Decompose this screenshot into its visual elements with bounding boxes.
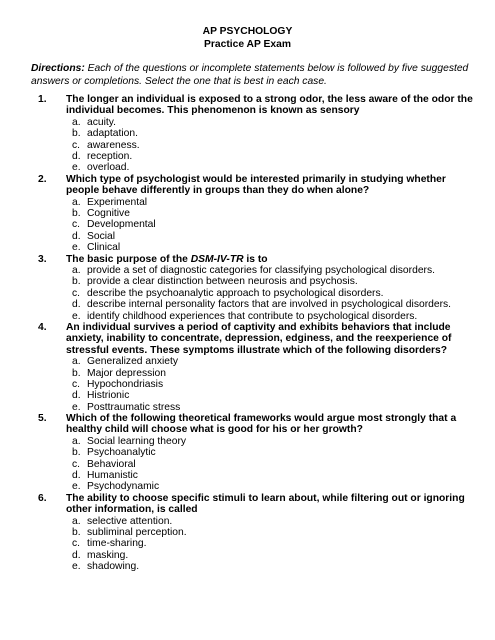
answer-letter: c.	[72, 538, 81, 550]
answer-text: Social	[87, 230, 116, 242]
answer-letter: c.	[72, 219, 81, 231]
answer-letter: e.	[72, 242, 81, 254]
answer-letter: a.	[72, 435, 81, 447]
answer-text: reception.	[87, 150, 133, 162]
answer-option[interactable]	[0, 288, 495, 299]
answer-text: masking.	[87, 549, 129, 561]
answer-option[interactable]	[0, 368, 495, 379]
answer-text: subliminal perception.	[87, 527, 187, 539]
answer-text: describe internal personality factors that are involved in psychological disorders.	[87, 299, 452, 311]
answer-letter: b.	[72, 128, 81, 140]
answer-option[interactable]	[0, 470, 495, 481]
answer-option[interactable]	[0, 197, 495, 208]
answer-option[interactable]	[0, 402, 495, 413]
answer-text: Behavioral	[87, 458, 136, 470]
answer-list	[0, 265, 495, 322]
answer-list	[0, 516, 495, 573]
answer-letter: e.	[72, 481, 81, 493]
answer-option[interactable]	[0, 516, 495, 527]
answer-letter: a.	[72, 515, 81, 527]
question-5	[0, 413, 495, 493]
answer-text: Hypochondriasis	[87, 378, 164, 390]
question-text-emphasis: DSM-IV-TR	[190, 253, 244, 265]
question-list	[0, 94, 495, 573]
question-number: 1.	[38, 94, 47, 105]
answer-letter: e.	[72, 162, 81, 174]
answer-letter: b.	[72, 527, 81, 539]
question-1	[0, 94, 495, 174]
answer-option[interactable]	[0, 436, 495, 447]
answer-letter: d.	[72, 230, 81, 242]
answer-list	[0, 436, 495, 493]
answer-option[interactable]	[0, 390, 495, 401]
answer-option[interactable]	[0, 140, 495, 151]
answer-option[interactable]	[0, 527, 495, 538]
answer-text: Clinical	[87, 242, 121, 254]
answer-option[interactable]	[0, 231, 495, 242]
exam-subtitle: Practice AP Exam	[203, 39, 291, 50]
answer-text: Histrionic	[87, 390, 130, 402]
answer-option[interactable]	[0, 151, 495, 162]
answer-text: selective attention.	[87, 515, 173, 527]
answer-option[interactable]	[0, 481, 495, 492]
answer-list	[0, 356, 495, 413]
answer-text: awareness.	[87, 139, 140, 151]
answer-letter: c.	[72, 458, 81, 470]
question-text: The ability to choose specific stimuli to learn about, while filtering out or ignoring other information, is called	[66, 492, 465, 516]
answer-option[interactable]	[0, 117, 495, 128]
answer-letter: a.	[72, 116, 81, 128]
question-2	[0, 174, 495, 254]
answer-text: provide a set of diagnostic categories for classifying psychological disorders.	[87, 264, 435, 276]
answer-text: Psychodynamic	[87, 481, 160, 493]
question-text-before: The basic purpose of the	[66, 253, 191, 265]
answer-letter: d.	[72, 390, 81, 402]
answer-letter: a.	[72, 196, 81, 208]
answer-option[interactable]	[0, 162, 495, 173]
answer-option[interactable]	[0, 447, 495, 458]
answer-text: Cognitive	[87, 207, 130, 219]
answer-letter: b.	[72, 367, 81, 379]
answer-letter: e.	[72, 401, 81, 413]
answer-text: provide a clear distinction between neurosis and psychosis.	[87, 276, 358, 288]
answer-text: overload.	[87, 162, 130, 174]
question-text: Which type of psychologist would be interested primarily in studying whether people behave differently in groups than they do when alone?	[66, 173, 446, 197]
question-number: 3.	[38, 253, 47, 265]
answer-option[interactable]	[0, 128, 495, 139]
answer-option[interactable]	[0, 538, 495, 549]
answer-letter: c.	[72, 139, 81, 151]
question-number: 6.	[38, 492, 47, 504]
answer-text: Developmental	[87, 219, 156, 231]
answer-text: Posttraumatic stress	[87, 401, 181, 413]
question-text: Which of the following theoretical frameworks would argue most strongly that a healthy child will choose what is good for his or her growth?	[66, 413, 457, 436]
answer-letter: b.	[72, 207, 81, 219]
question-number: 5.	[38, 413, 47, 425]
answer-list	[0, 197, 495, 254]
answer-text: Major depression	[87, 367, 166, 379]
answer-letter: d.	[72, 470, 81, 482]
answer-option[interactable]	[0, 219, 495, 230]
question-text: The longer an individual is exposed to a strong odor, the less aware of the odor the individual becomes. This phenomenon is known as sensory	[66, 94, 473, 117]
answer-option[interactable]	[0, 561, 495, 572]
directions-label: Directions:	[31, 63, 85, 74]
answer-text: Psychoanalytic	[87, 447, 156, 459]
answer-option[interactable]	[0, 208, 495, 219]
answer-option[interactable]	[0, 265, 495, 276]
answer-text: Experimental	[87, 196, 148, 208]
answer-option[interactable]	[0, 550, 495, 561]
answer-letter: d.	[72, 549, 81, 561]
answer-text: Social learning theory	[87, 435, 187, 447]
answer-option[interactable]	[0, 299, 495, 310]
answer-letter: b.	[72, 276, 81, 288]
answer-letter: c.	[72, 378, 81, 390]
answer-text: describe the psychoanalytic approach to psychological disorders.	[87, 287, 384, 299]
question-number: 2.	[38, 173, 47, 185]
answer-letter: d.	[72, 299, 81, 311]
question-4	[0, 322, 495, 413]
answer-letter: e.	[72, 310, 81, 322]
answer-text: Generalized anxiety	[87, 356, 179, 368]
answer-option[interactable]	[0, 276, 495, 287]
answer-option[interactable]	[0, 379, 495, 390]
directions-text: Each of the questions or incomplete statements below is followed by five suggested answers or completions. Select the one that is best in each case.	[31, 63, 469, 87]
answer-text: adaptation.	[87, 128, 138, 140]
answer-option[interactable]	[0, 242, 495, 253]
answer-text: identify childhood experiences that contribute to psychological disorders.	[87, 310, 418, 322]
answer-option[interactable]	[0, 459, 495, 470]
answer-list	[0, 117, 495, 174]
answer-letter: c.	[72, 287, 81, 299]
directions	[31, 62, 471, 88]
answer-option[interactable]	[0, 311, 495, 322]
answer-text: time-sharing.	[87, 538, 147, 550]
question-3	[0, 254, 495, 322]
exam-title: AP PSYCHOLOGY	[202, 26, 293, 37]
question-text-after: is to	[243, 253, 268, 265]
question-6	[0, 493, 495, 573]
answer-letter: d.	[72, 150, 81, 162]
answer-letter: e.	[72, 561, 81, 573]
question-text: An individual survives a period of captivity and exhibits behaviors that include anxiety, inability to concentrate, depression, edginess, and the reexperience of stressful events. These symptoms illustrate which of the following disorders?	[66, 321, 452, 356]
answer-letter: a.	[72, 264, 81, 276]
answer-text: Humanistic	[87, 470, 138, 482]
question-number: 4.	[38, 321, 47, 333]
question-text	[66, 254, 476, 265]
answer-text: acuity.	[87, 116, 116, 128]
answer-letter: a.	[72, 356, 81, 368]
answer-letter: b.	[72, 447, 81, 459]
answer-option[interactable]	[0, 356, 495, 367]
answer-text: shadowing.	[87, 561, 140, 573]
